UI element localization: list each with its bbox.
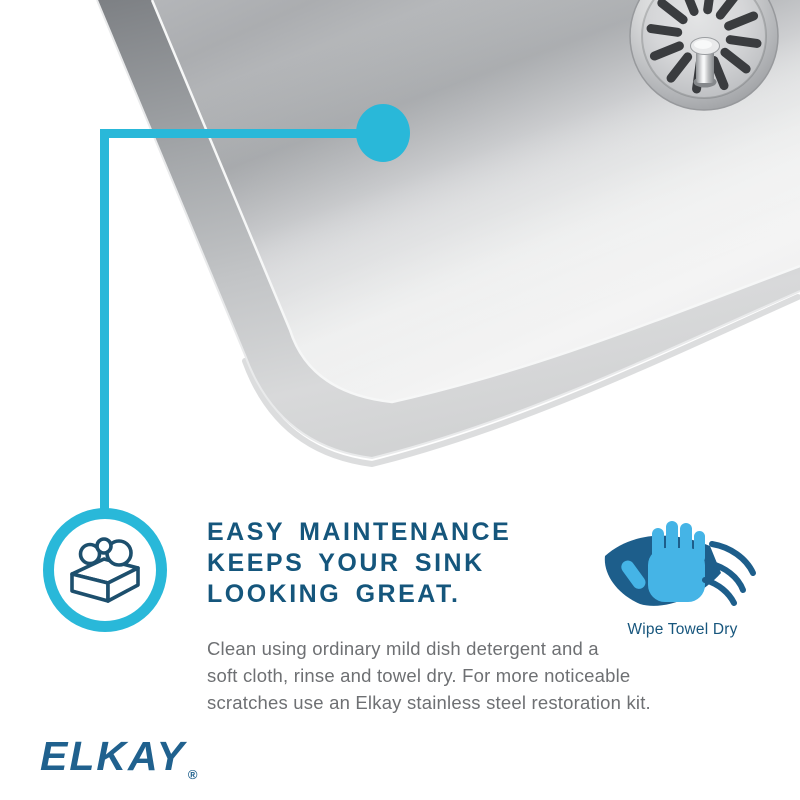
elkay-logo xyxy=(40,733,198,780)
callout-dot xyxy=(356,104,410,162)
body-text xyxy=(207,635,651,716)
soap-icon-badge xyxy=(43,508,167,632)
callout-line-horizontal xyxy=(100,129,385,138)
body-line-2: soft cloth, rinse and towel dry. For more noticeable xyxy=(207,665,631,686)
hand-wiping-towel-icon xyxy=(600,516,765,616)
callout-line-vertical xyxy=(100,129,109,510)
headline-line-1: EASY MAINTENANCE xyxy=(207,518,512,546)
body-line-3: scratches use an Elkay stainless steel restoration kit. xyxy=(207,692,651,713)
headline-line-3: LOOKING GREAT. xyxy=(207,580,461,608)
soap-bar-icon xyxy=(54,519,156,621)
headline xyxy=(207,517,511,610)
body-line-1: Clean using ordinary mild dish detergent and a xyxy=(207,638,599,659)
registered-mark: ® xyxy=(187,767,198,782)
wipe-towel-dry-label: Wipe Towel Dry xyxy=(627,621,738,638)
wipe-towel-dry-figure xyxy=(600,516,765,639)
headline-line-2: KEEPS YOUR SINK xyxy=(207,549,485,577)
elkay-logo-text: ELKAY xyxy=(40,733,186,779)
